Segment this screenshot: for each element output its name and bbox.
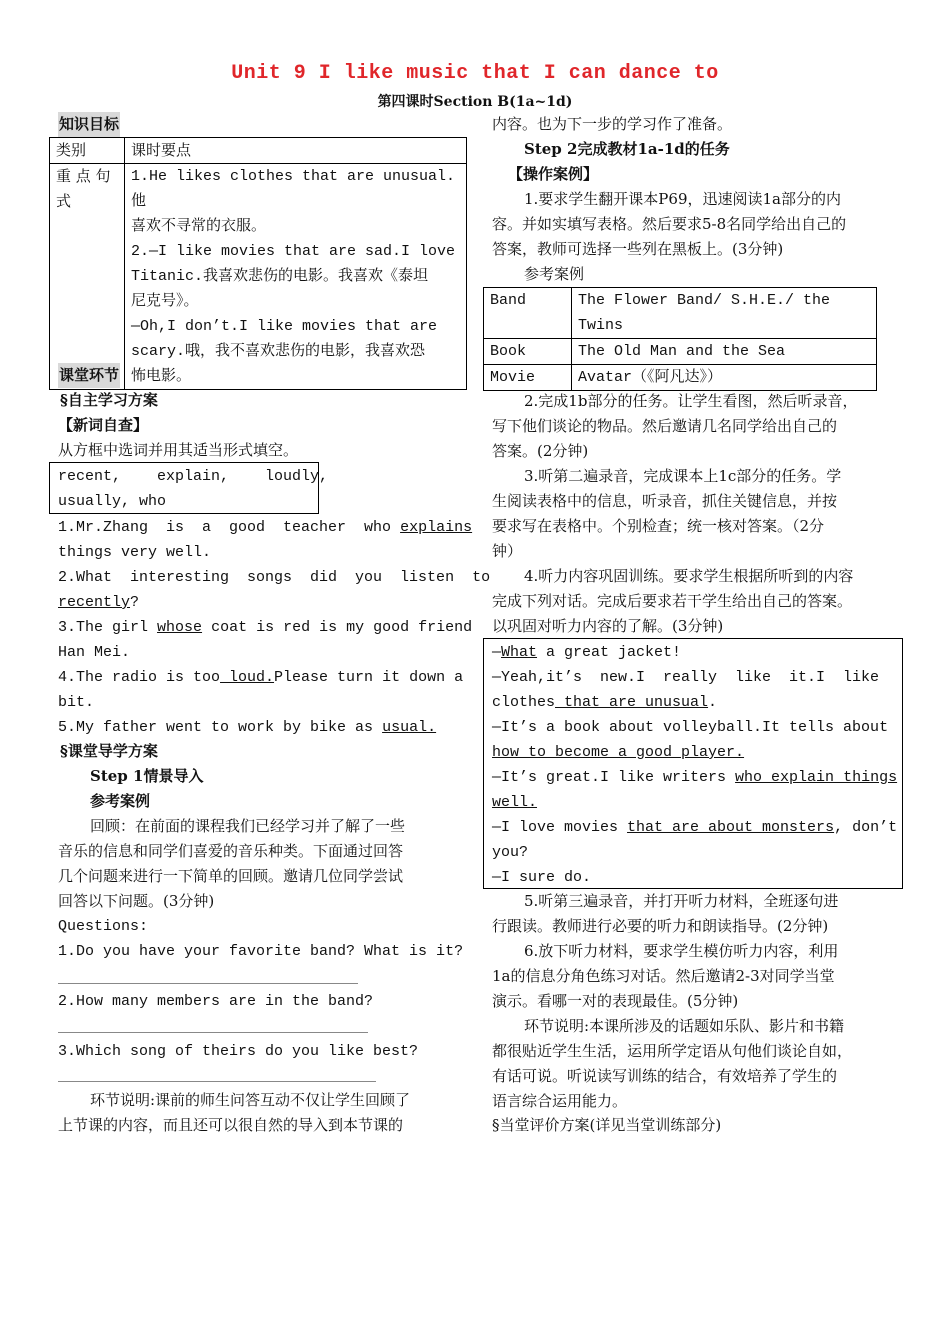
step2-text: 答案，教师可选择一些列在黑板上。(3分钟) [492, 240, 784, 258]
self-study-heading: §自主学习方案 [60, 391, 158, 409]
new-words-heading: 【新词自查】 [58, 416, 149, 434]
dlg-text: , don’t [834, 819, 898, 836]
ex4-text: 4.The radio is too [58, 669, 221, 686]
ex3 [58, 615, 472, 640]
ex1-answer: explains [400, 519, 473, 536]
obj-line: —Oh,I don’t.I like movies that are [131, 318, 438, 335]
answer-line-1[interactable] [58, 983, 358, 984]
classroom-heading: 课堂环节 [58, 363, 120, 388]
note-line: 上节课的内容，而且还可以很自然的导入到本节课的 [58, 1116, 404, 1134]
dlg-answer: What [501, 644, 538, 661]
section-note: 语言综合运用能力。 [492, 1092, 628, 1110]
ref-row [484, 339, 877, 365]
ex4-text2: Please turn it down a [274, 669, 464, 686]
ref-key: Book [484, 339, 572, 365]
dlg-text: — [492, 644, 502, 661]
dialogue-answer-line: how to become a good player. [492, 744, 745, 761]
col-header-points: 课时要点 [125, 138, 467, 164]
dlg-text: a great jacket! [537, 644, 682, 661]
note-line: 环节说明:课前的师生问答互动不仅让学生回顾了 [90, 1091, 411, 1109]
ref-case-heading: 参考案例 [90, 792, 151, 810]
step2-heading: Step 2完成教材1a-1d的任务 [524, 140, 730, 158]
col-header-category: 类别 [50, 138, 125, 164]
ex4-answer: loud. [220, 669, 275, 686]
objectives-content [125, 164, 467, 390]
continuation: 内容。也为下一步的学习作了准备。 [492, 115, 733, 133]
obj-line: 喜欢不寻常的衣服。 [131, 218, 267, 235]
obj-line: 2.—I like movies that are sad.I love [131, 243, 456, 260]
ex3-cont: Han Mei. [58, 644, 131, 661]
question-3: 3.Which song of theirs do you like best? [58, 1043, 419, 1060]
page-title: Unit 9 I like music that I can dance to [231, 62, 719, 85]
ref-value: Avatar（《阿凡达》） [572, 365, 877, 391]
dialogue-answer-line: well. [492, 794, 538, 811]
task-1c: 钟） [492, 542, 523, 560]
task-1b: 2.完成1b部分的任务。让学生看图，然后听录音， [524, 392, 858, 410]
task-1c: 3.听第二遍录音，完成课本上1c部分的任务。学 [524, 467, 842, 485]
word-box-line1: recent, explain, loudly, [58, 468, 329, 485]
evaluation-heading: §当堂评价方案(详见当堂训练部分) [492, 1116, 722, 1134]
ref-key: Movie [484, 365, 572, 391]
word-box [49, 462, 329, 514]
dialogue-line [492, 815, 897, 840]
dlg-text: —It’s great.I like writers [492, 769, 736, 786]
ex2-answer: recently [58, 594, 131, 611]
section-note: 都很贴近学生生活，运用所学定语从句他们谈论自如， [492, 1042, 853, 1060]
task-1b: 写下他们谈论的物品。然后邀请几名同学给出自己的 [492, 417, 838, 435]
answer-line-2[interactable] [58, 1032, 368, 1033]
step1-heading: Step 1情景导入 [90, 767, 204, 785]
dialogue-line [492, 765, 897, 790]
task-consolidate: 以巩固对听力内容的了解。(3分钟) [492, 617, 724, 635]
dlg-answer: who explain things [735, 769, 898, 786]
obj-line: scary.哦，我不喜欢悲伤的电影，我喜欢恐 [131, 343, 426, 360]
answer-line-3[interactable] [58, 1081, 376, 1082]
dlg-answer: that are about monsters [627, 819, 835, 836]
ex5 [58, 715, 436, 740]
page-subtitle: 第四课时Section B(1a~1d) [377, 94, 573, 110]
questions-label: Questions: [58, 918, 149, 935]
instruction: 从方框中选词并用其适当形式填空。 [58, 441, 299, 459]
ex2-cont [58, 590, 139, 615]
step2-text: 1.要求学生翻开课本P69，迅速阅读1a部分的内 [524, 190, 841, 208]
ex2: 2.What interesting songs did you listen to [58, 569, 491, 586]
ref-value: The Old Man and the Sea [572, 339, 877, 365]
ex1-cont: things very well. [58, 544, 212, 561]
dlg-text: —I love movies [492, 819, 628, 836]
step2-text: 容。并如实填写表格。然后要求5-8名同学给出自己的 [492, 215, 847, 233]
objectives-heading: 知识目标 [58, 112, 120, 137]
dialogue-line: —I sure do. [492, 869, 592, 886]
ex3-text2: coat is red is my good friend [211, 619, 473, 636]
objectives-table [49, 137, 467, 390]
ex4-cont: bit. [58, 694, 95, 711]
obj-line: 怖电影。 [131, 368, 192, 385]
obj-line: 尼克号》。 [131, 293, 199, 310]
guide-heading: §课堂导学方案 [60, 742, 158, 760]
task-1c: 要求写在表格中。个别检查；统一核对答案。（2分 [492, 517, 825, 535]
dialogue-line [492, 640, 681, 665]
ex2-mark: ? [130, 594, 140, 611]
review-line: 回顾：在前面的课程我们已经学习并了解了一些 [90, 817, 406, 835]
task-1c: 生阅读表格中的信息，听录音，抓住关键信息，并按 [492, 492, 838, 510]
ex3-answer: whose [157, 619, 203, 636]
dialogue-line: you? [492, 844, 529, 861]
dlg-text: . [708, 694, 718, 711]
reference-table [483, 287, 877, 391]
review-line: 几个问题来进行一下简单的回顾。邀请几位同学尝试 [58, 867, 404, 885]
dialogue-line: —Yeah,it’s new.I really like it.I like [492, 669, 880, 686]
ref-value: The Flower Band/ S.H.E./ the Twins [572, 288, 877, 339]
task-consolidate: 4.听力内容巩固训练。要求学生根据所听到的内容 [524, 567, 854, 585]
review-line: 回答以下问题。(3分钟) [58, 892, 215, 910]
word-box-line2: usually, who [58, 493, 167, 510]
dialogue-box [483, 638, 903, 889]
question-1: 1.Do you have your favorite band? What is it? [58, 943, 464, 960]
task-consolidate: 完成下列对话。完成后要求若干学生给出自己的答案。 [492, 592, 853, 610]
ex1 [58, 515, 472, 540]
ex4 [58, 665, 463, 690]
ex5-text: 5.My father went to work by bike as [58, 719, 374, 736]
question-2: 2.How many members are in the band? [58, 993, 374, 1010]
ex1-text: 1.Mr.Zhang is a good teacher who [58, 519, 392, 536]
task-roleplay: 演示。看哪一对的表现最佳。(5分钟) [492, 992, 739, 1010]
row-label: 重 点 句 式 [50, 164, 125, 390]
obj-line: 1.He likes clothes that are unusual.他 [131, 168, 456, 210]
task-roleplay: 6.放下听力材料，要求学生模仿听力内容，利用 [524, 942, 839, 960]
ex3-text: 3.The girl [58, 619, 149, 636]
task-follow: 5.听第三遍录音，并打开听力材料，全班逐句进 [524, 892, 839, 910]
dlg-answer: that are unusual [555, 694, 709, 711]
dialogue-line: —It’s a book about volleyball.It tells about [492, 719, 889, 736]
review-line: 音乐的信息和同学们喜爱的音乐种类。下面通过回答 [58, 842, 404, 860]
ex5-answer: usual. [382, 719, 437, 736]
section-note: 环节说明:本课所涉及的话题如乐队、影片和书籍 [524, 1017, 845, 1035]
ref-key: Band [484, 288, 572, 339]
obj-line: Titanic.我喜欢悲伤的电影。我喜欢《泰坦 [131, 268, 429, 285]
op-case-heading: 【操作案例】 [508, 165, 599, 183]
dlg-text: clothes [492, 694, 556, 711]
ref-row [484, 365, 877, 391]
task-roleplay: 1a的信息分角色练习对话。然后邀请2-3对同学当堂 [492, 967, 835, 985]
section-note: 有话可说。听说读写训练的结合，有效培养了学生的 [492, 1067, 838, 1085]
ref-row [484, 288, 877, 339]
ref-case-heading-2: 参考案例 [524, 265, 585, 283]
task-follow: 行跟读。教师进行必要的听力和朗读指导。(2分钟) [492, 917, 829, 935]
dialogue-line [492, 690, 717, 715]
task-1b: 答案。(2分钟) [492, 442, 589, 460]
